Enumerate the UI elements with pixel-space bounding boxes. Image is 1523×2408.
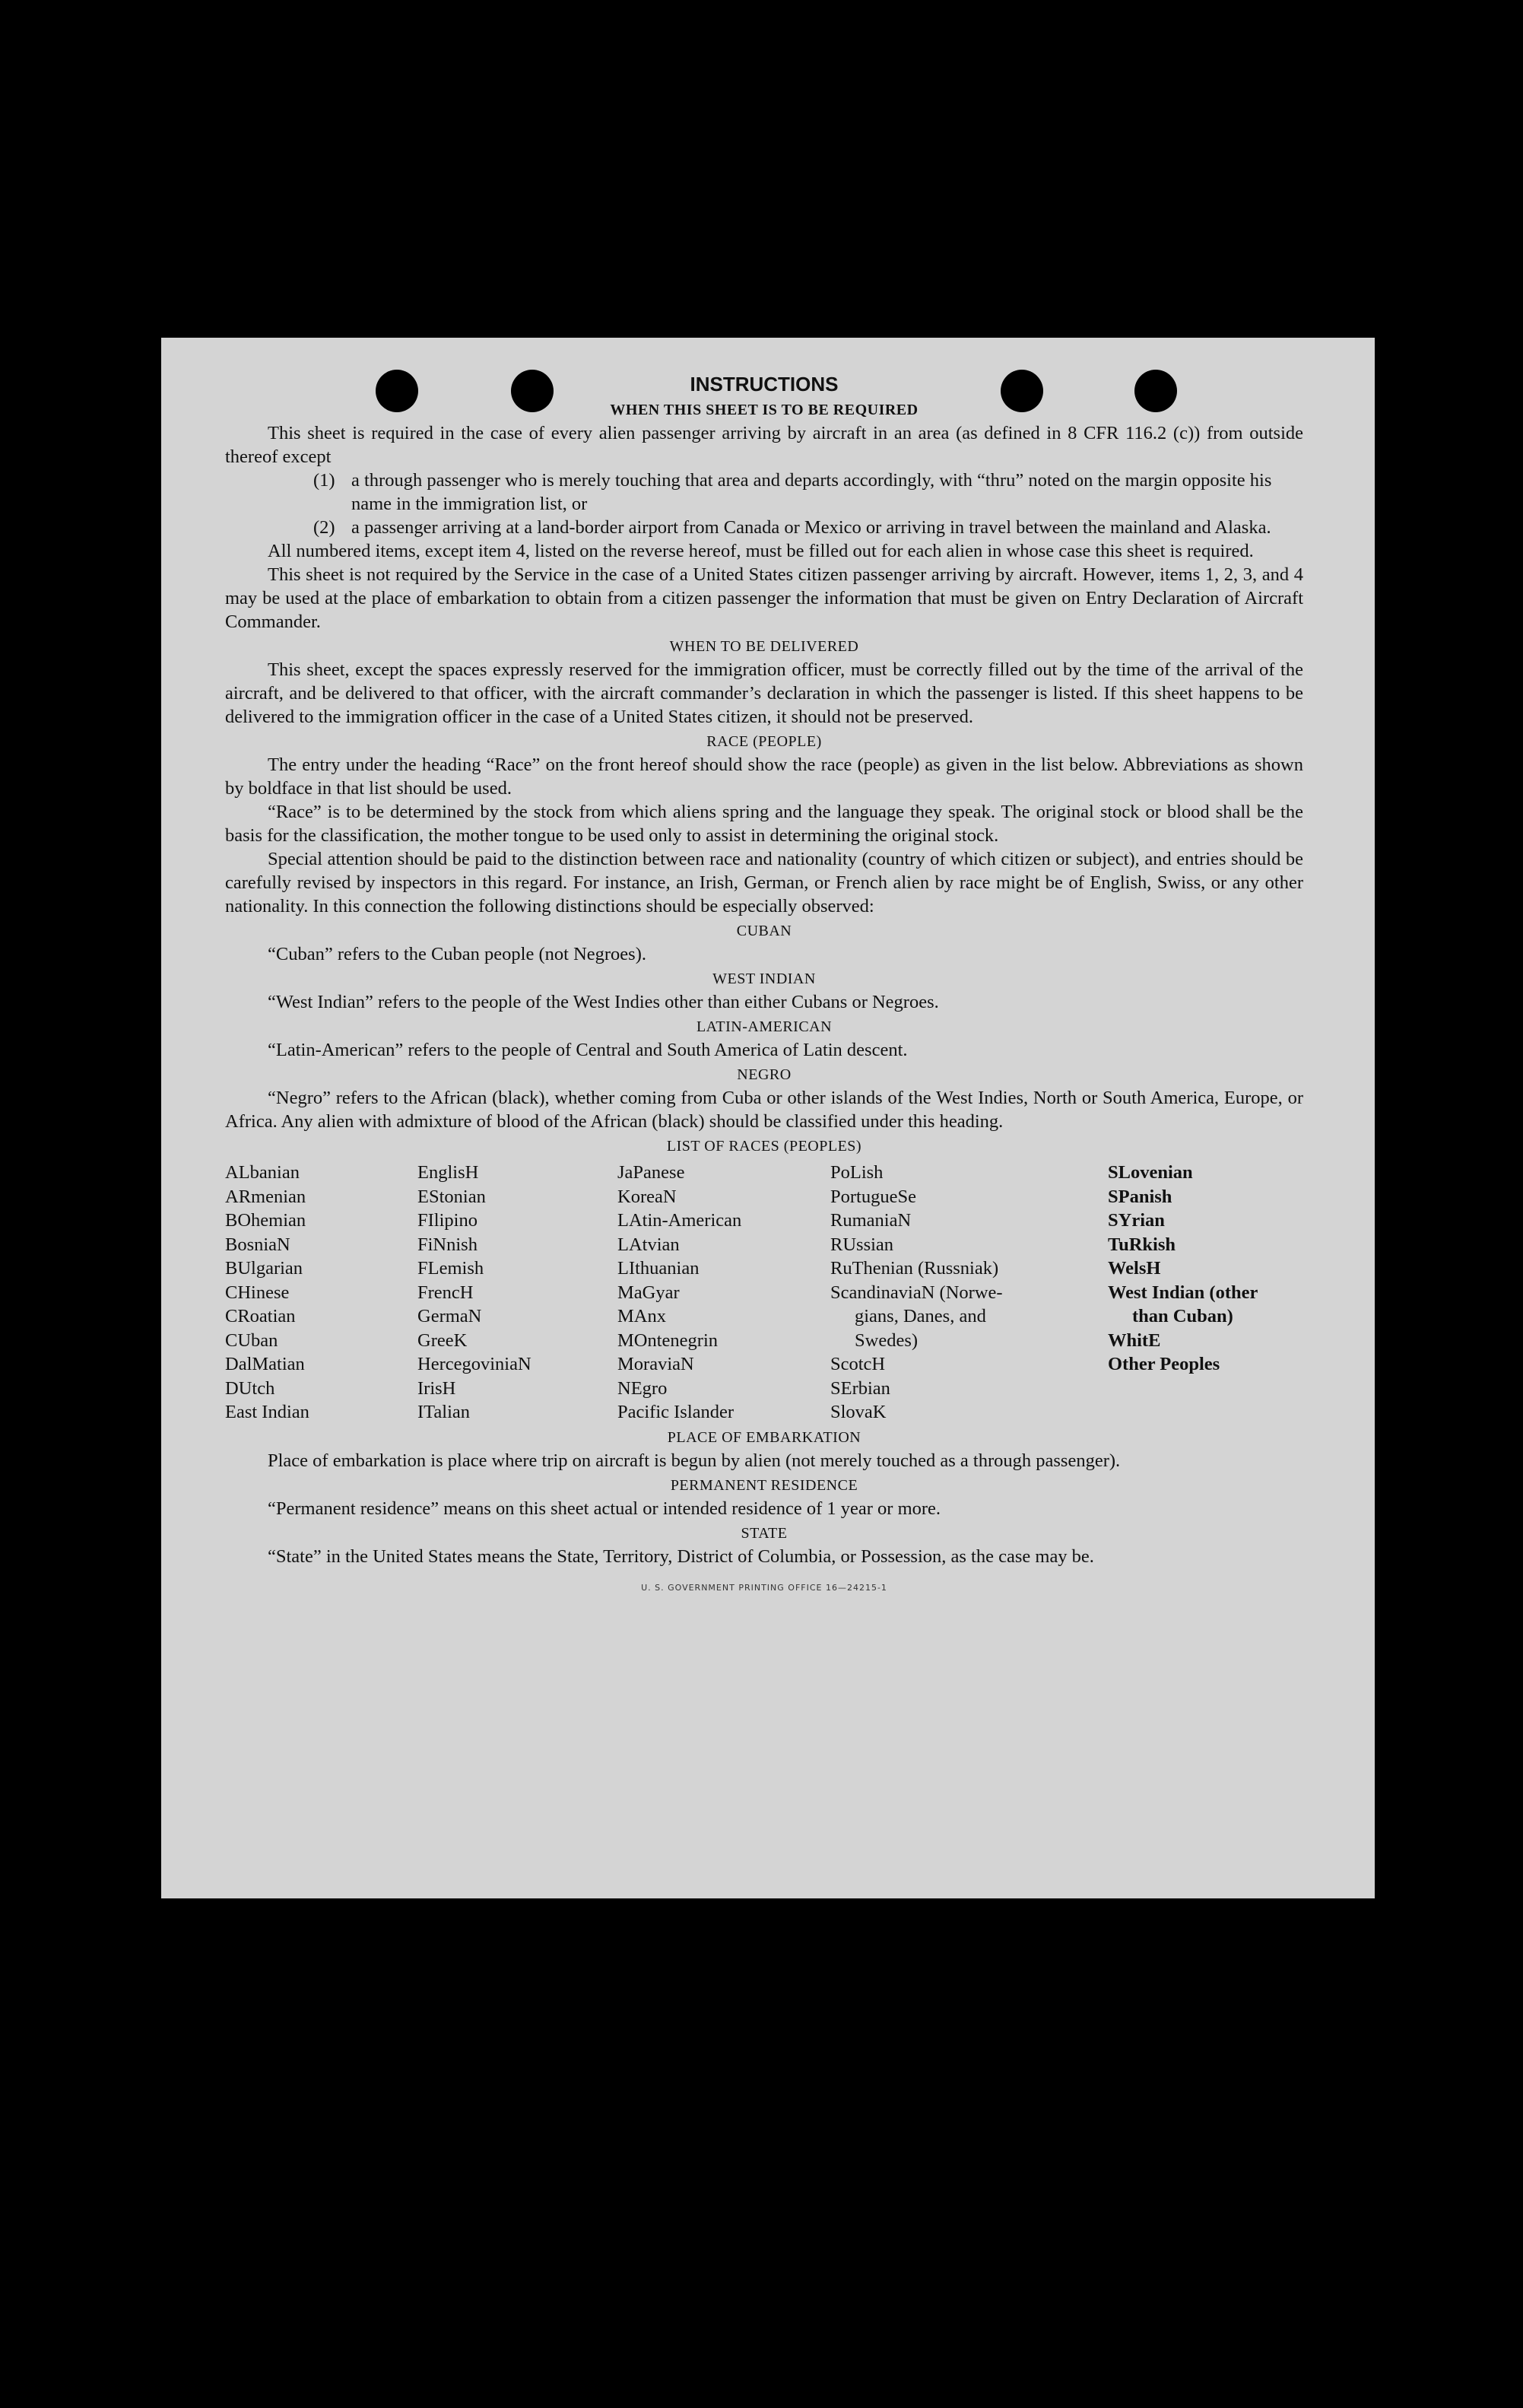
race-entry: BosniaN (225, 1234, 290, 1255)
race-entry: ITalian (417, 1402, 471, 1422)
latin-american-paragraph: “Latin-American” refers to the people of Central and South America of Latin descent. (268, 1040, 908, 1060)
races-group (830, 1304, 1108, 1352)
race-entry: EnglisH (417, 1162, 479, 1183)
when-required-heading: WHEN THIS SHEET IS TO BE REQUIRED (610, 402, 919, 418)
race-entry: DUtch (225, 1377, 275, 1399)
race-entry: JaPanese (617, 1162, 685, 1183)
race-entry: SPanish (1108, 1186, 1172, 1207)
race-entry: WelsH (1108, 1258, 1161, 1279)
race-entry: FLemish (417, 1258, 484, 1279)
race-entry: SlovaK (830, 1402, 887, 1422)
race-entry: ARmenian (225, 1186, 306, 1207)
race-entry: RuThenian (Russniak) (830, 1258, 999, 1279)
race-paragraph: “Race” is to be determined by the stock from which aliens spring and the language they speak. The original stock or blood shall be the basis for the classification, the mother tongue to be used only to assist in determining the original stock. (225, 802, 1303, 846)
races-group (830, 1161, 1108, 1304)
embarkation-heading: PLACE OF EMBARKATION (667, 1428, 861, 1446)
race-entry: FiNnish (417, 1234, 478, 1255)
race-entry: LAtvian (617, 1234, 680, 1255)
race-entry: PortugueSe (830, 1186, 916, 1207)
races-group (830, 1352, 1108, 1425)
instructions-content (225, 371, 1303, 1600)
race-entry: GermaN (417, 1306, 482, 1326)
cuban-paragraph: “Cuban” refers to the Cuban people (not Negroes). (268, 944, 646, 964)
races-group (1108, 1161, 1303, 1304)
races-column (417, 1161, 617, 1425)
race-entry: LAtin-American (617, 1210, 742, 1231)
negro-paragraph: “Negro” refers to the African (black), whether coming from Cuba or other islands of the West Indies, North or South America, Europe, or Africa. Any alien with admixture of blood of the African (black) should be classified under this heading. (225, 1088, 1303, 1132)
race-entry: FIlipino (417, 1210, 478, 1231)
race-paragraph: The entry under the heading “Race” on the front hereof should show the race (people) as given in the list below. Abbreviations as shown by boldface in that list should be used. (225, 754, 1303, 799)
races-column (830, 1161, 1108, 1425)
race-entry: Pacific Islander (617, 1402, 735, 1422)
race-entry: LIthuanian (617, 1258, 700, 1279)
race-entry: SYrian (1108, 1210, 1165, 1231)
race-entry: TuRkish (1108, 1234, 1176, 1255)
race-entry: RumaniaN (830, 1210, 912, 1231)
when-delivered-heading: WHEN TO BE DELIVERED (669, 638, 859, 655)
race-entry: East Indian (225, 1402, 309, 1422)
embarkation-paragraph: Place of embarkation is place where trip on aircraft is begun by alien (not merely touched as a through passenger). (268, 1450, 1121, 1471)
race-entry: CRoatian (225, 1306, 296, 1326)
west-indian-heading: WEST INDIAN (712, 971, 816, 987)
race-entry: BOhemian (225, 1210, 306, 1231)
race-entry: HercegoviniaN (417, 1354, 531, 1374)
race-entry: than Cuban) (1132, 1306, 1233, 1326)
race-entry: SErbian (830, 1377, 890, 1399)
race-entry: NEgro (617, 1377, 668, 1399)
exception-item (313, 469, 1303, 516)
race-entry: RUssian (830, 1234, 894, 1255)
race-entry: FrencH (417, 1282, 474, 1303)
residence-heading: PERMANENT RESIDENCE (670, 1476, 858, 1494)
race-entry: gians, Danes, and (855, 1306, 986, 1326)
printing-office-footer: U. S. GOVERNMENT PRINTING OFFICE 16—24215-1 (641, 1582, 887, 1593)
races-list (225, 1161, 1303, 1425)
when-delivered-paragraph: This sheet, except the spaces expressly reserved for the immigration officer, must be correctly filled out by the time of the arrival of the aircraft, and be delivered to that officer, with the aircraft commander’s declaration in which the passenger is listed. If this sheet happens to be delivered to the immigration officer in the case of a United States citizen, it should not be preserved. (225, 659, 1303, 727)
race-entry: DalMatian (225, 1354, 305, 1374)
race-entry: MOntenegrin (617, 1329, 718, 1351)
document-sheet (161, 338, 1375, 1898)
race-entry: Other Peoples (1108, 1354, 1220, 1374)
race-entry: CHinese (225, 1282, 290, 1303)
item-text: a passenger arriving at a land-border airport from Canada or Mexico or arriving in travel between the mainland and Alaska. (351, 517, 1271, 538)
race-entry: IrisH (417, 1377, 456, 1399)
when-required-intro: This sheet is required in the case of every alien passenger arriving by aircraft in an area (as defined in 8 CFR 116.2 (c)) from outside thereof except (225, 423, 1303, 467)
residence-paragraph: “Permanent residence” means on this sheet actual or intended residence of 1 year or more. (268, 1498, 941, 1519)
race-entry: MaGyar (617, 1282, 680, 1303)
citizen-paragraph: This sheet is not required by the Service in the case of a United States citizen passenger arriving by aircraft. However, items 1, 2, 3, and 4 may be used at the place of embarkation to obtain from a citizen passenger the information that must be given on Entry Declaration of Aircraft Commander. (225, 564, 1303, 632)
race-entry: WhitE (1108, 1329, 1161, 1351)
item-number: (1) (313, 470, 335, 491)
race-entry: GreeK (417, 1329, 468, 1351)
race-entry: MoraviaN (617, 1354, 694, 1374)
races-group (1108, 1329, 1303, 1377)
race-entry: West Indian (other (1108, 1282, 1258, 1303)
races-column (1108, 1161, 1303, 1425)
state-heading: STATE (741, 1524, 788, 1542)
race-paragraph: Special attention should be paid to the distinction between race and nationality (country of which citizen or subject), and entries should be carefully revised by inspectors in this regard. For instance, an Irish, German, or French alien by race might be of English, Swiss, or any other nationality. In this connection the following distinctions should be especially observed: (225, 849, 1303, 917)
race-entry: BUlgarian (225, 1258, 303, 1279)
race-entry: ScandinaviaN (Norwe- (830, 1282, 1003, 1303)
state-paragraph: “State” in the United States means the State, Territory, District of Columbia, or Possession, as the case may be. (268, 1546, 1094, 1567)
exception-item (313, 516, 1303, 539)
race-entry: SLovenian (1108, 1162, 1193, 1183)
item-number: (2) (313, 517, 335, 538)
race-entry: MAnx (617, 1306, 666, 1326)
race-entry: ALbanian (225, 1162, 300, 1183)
instructions-title: INSTRUCTIONS (690, 373, 839, 396)
race-entry: Swedes) (855, 1329, 919, 1351)
races-column (225, 1161, 417, 1425)
races-list-heading: LIST OF RACES (PEOPLES) (666, 1138, 862, 1155)
latin-american-heading: LATIN-AMERICAN (696, 1018, 833, 1035)
race-heading: RACE (PEOPLE) (706, 733, 822, 750)
race-entry: EStonian (417, 1186, 486, 1207)
negro-heading: NEGRO (737, 1066, 792, 1083)
race-entry: ScotcH (830, 1354, 886, 1374)
race-entry: PoLish (830, 1162, 884, 1183)
numbered-items-paragraph: All numbered items, except item 4, listed on the reverse hereof, must be filled out for each alien in whose case this sheet is required. (268, 541, 1254, 561)
race-entry: KoreaN (617, 1186, 677, 1207)
west-indian-paragraph: “West Indian” refers to the people of the West Indies other than either Cubans or Negroes. (268, 992, 939, 1012)
item-text: a through passenger who is merely touching that area and departs accordingly, with “thru” noted on the margin opposite his name in the immigration list, or (351, 470, 1272, 514)
races-column (617, 1161, 830, 1425)
races-group (1108, 1304, 1303, 1329)
cuban-heading: CUBAN (736, 923, 792, 939)
race-entry: CUban (225, 1329, 278, 1351)
